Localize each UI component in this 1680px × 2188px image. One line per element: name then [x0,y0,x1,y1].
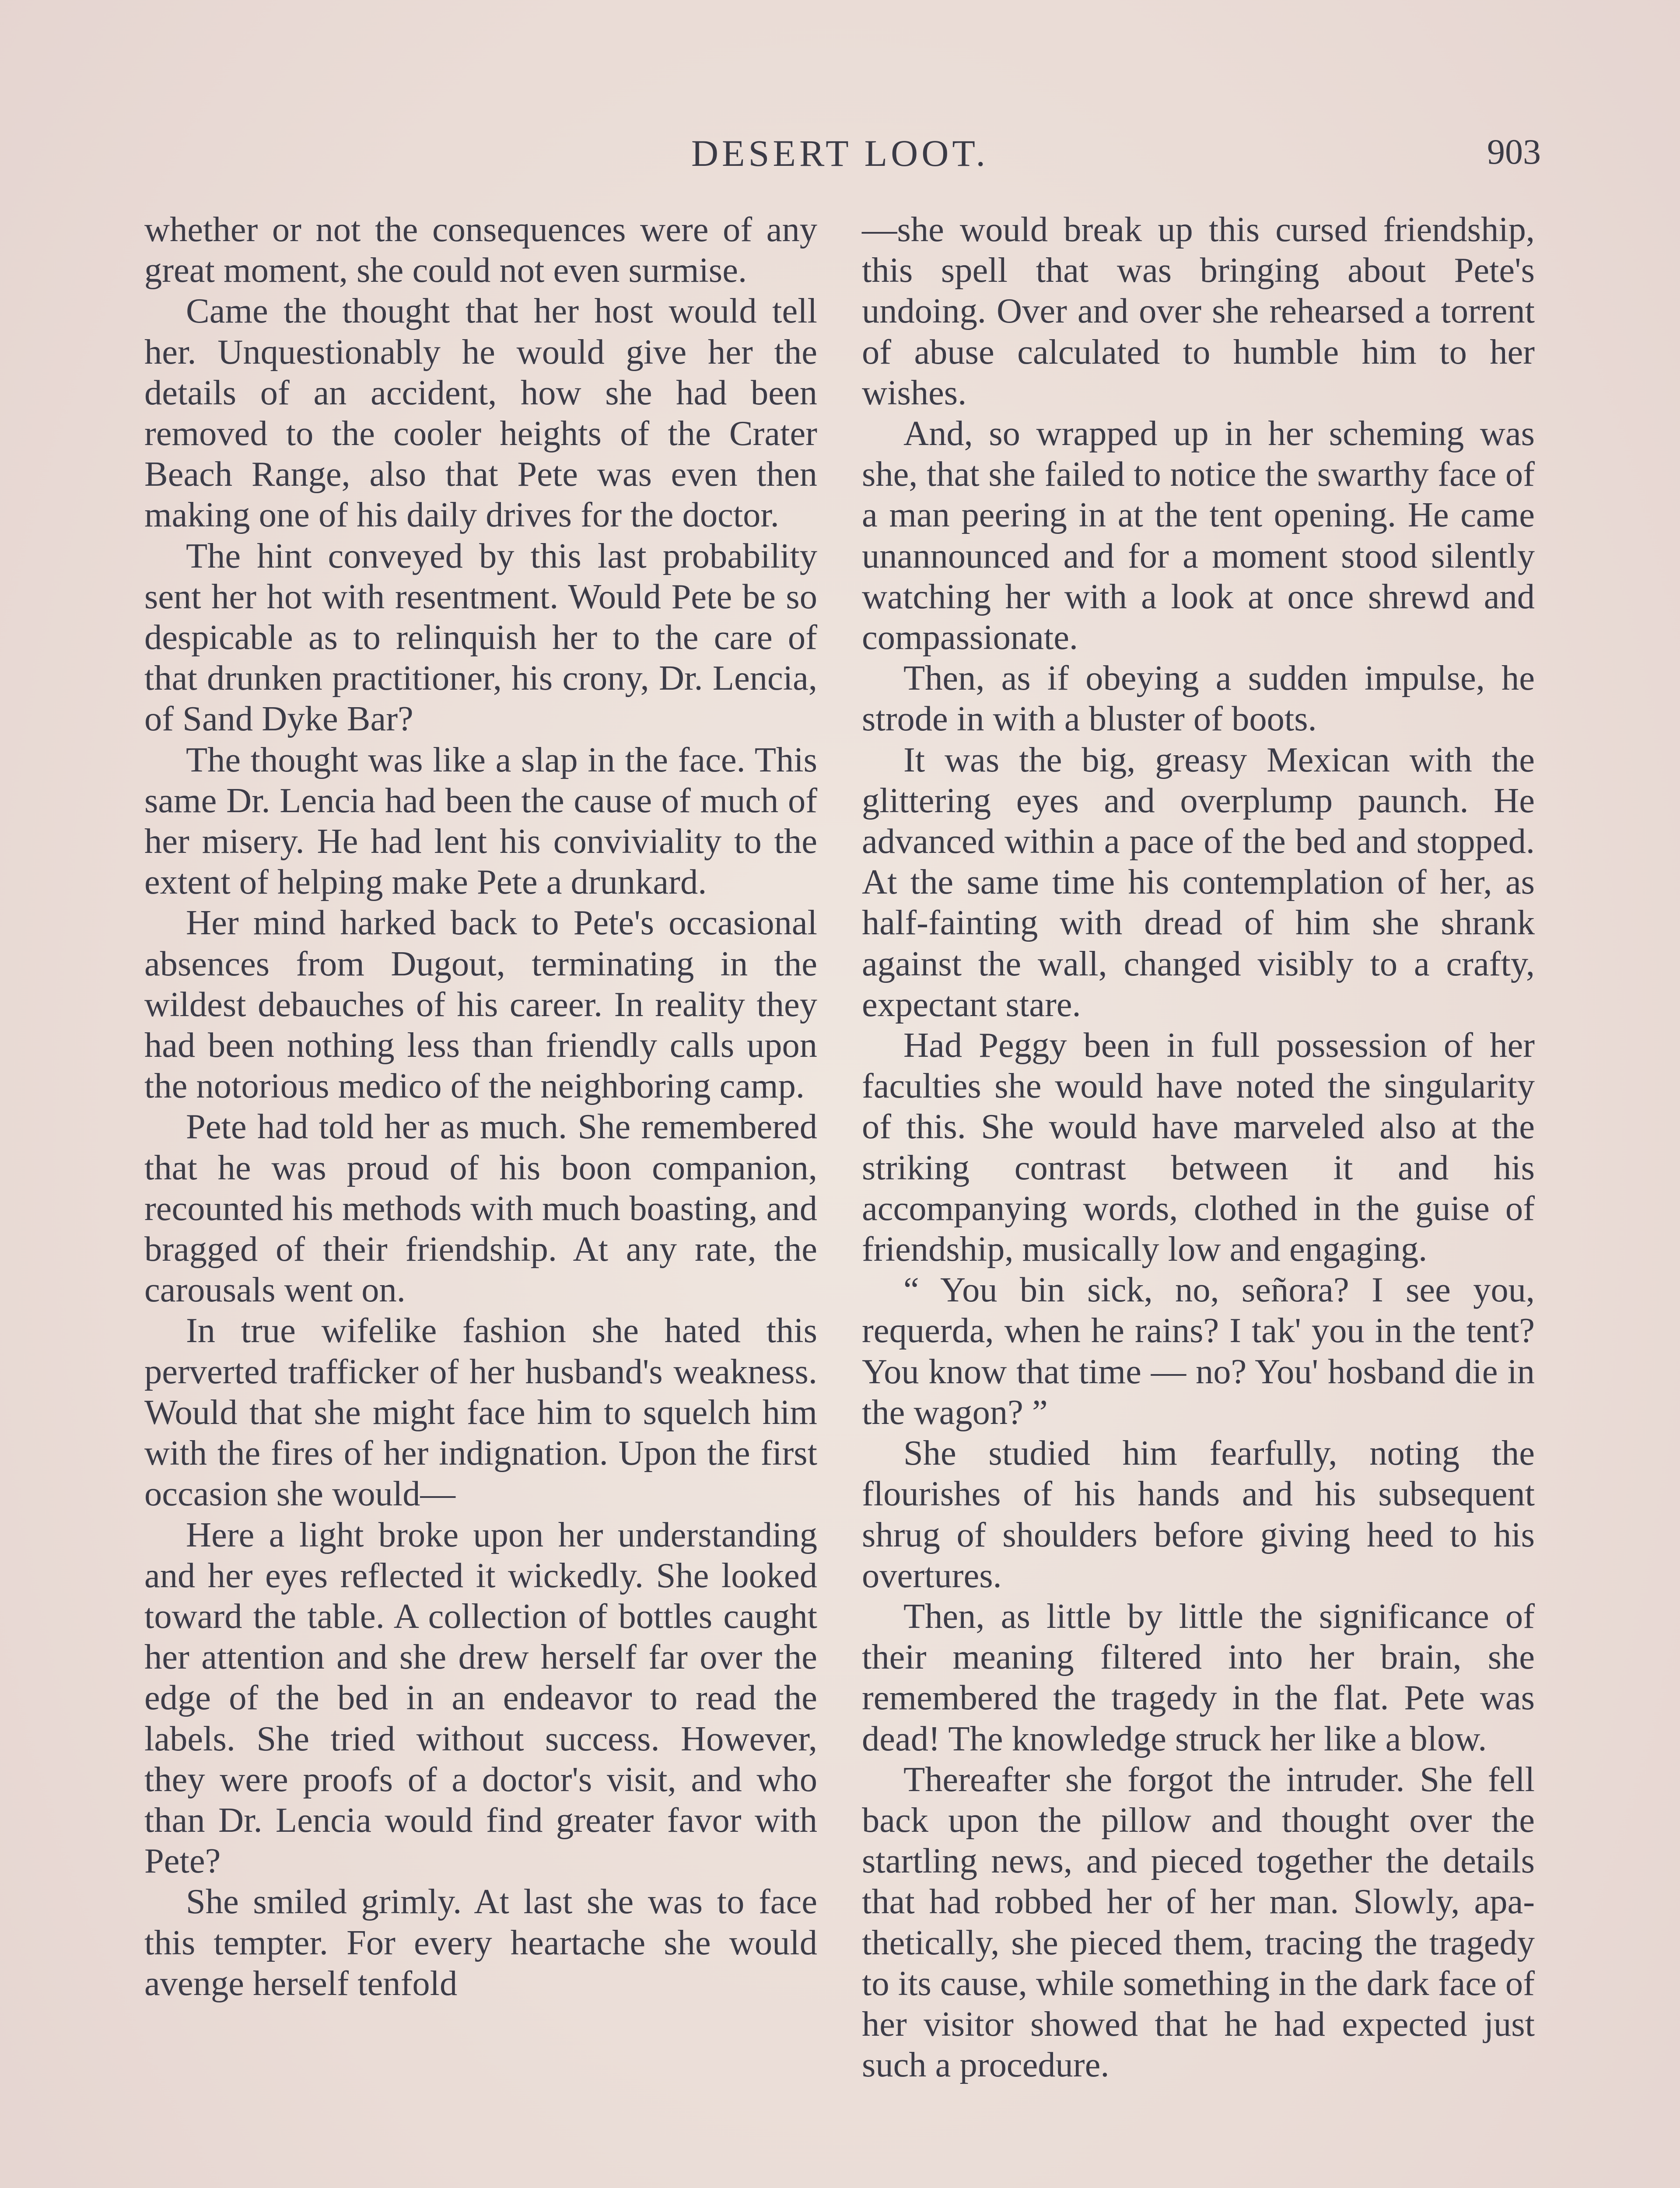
right-column [862,209,1535,2085]
running-head [0,131,1680,184]
paragraph: It was the big, greasy Mexican with the glittering eyes and overplump paunch. He advanced within a pace of the bed and stopped. At the same time his contemplation of her, as half-fainting with dread of him she shrank against the wall, changed visibly to a crafty, expectant stare. [862,740,1535,1024]
paragraph: Came the thought that her host would tell her. Unquestionably he would give her the details of an accident, how she had been removed to the cooler heights of the Crater Beach Range, also that Pete was even then making one of his daily drives for the doctor. [144,291,817,535]
paragraph: Pete had told her as much. She remembered that he was proud of his boon companion, recounted his methods with much boasting, and bragged of their friendship. At any rate, the carousals went on. [144,1107,817,1310]
paragraph: The thought was like a slap in the face. This same Dr. Lencia had been the cause of much of her misery. He had lent his conviviality to the extent of helping make Pete a drunkard. [144,740,817,902]
paragraph: She smiled grimly. At last she was to face this tempter. For every heartache she would avenge herself tenfold [144,1882,817,2003]
paragraph: Then, as little by little the significance of their meaning filtered into her brain, she remembered the tragedy in the flat. Pete was dead! The knowledge struck her like a blow. [862,1596,1535,1758]
paragraph: Had Peggy been in full possession of her faculties she would have noted the singularity of this. She would have marveled also at the striking contrast between it and his accompanying words, clothed in the guise of friendship, musically low and engaging. [862,1026,1535,1269]
page-number: 903 [1487,132,1541,172]
paragraph: whether or not the consequences were of any great moment, she could not even surmise. [144,210,817,290]
paragraph: Her mind harked back to Pete's occasional absences from Dugout, terminating in the wildest debauches of his career. In reality they had been nothing less than friendly calls upon the notorious medico of the neighboring camp. [144,903,817,1106]
paragraph: Here a light broke upon her understanding and her eyes reflected it wickedly. She looked toward the table. A collection of bottles caught her attention and she drew herself far over the edge of the bed in an endeavor to read the labels. She tried without success. However, they were proofs of a doctor's visit, and who than Dr. Lencia would find greater favor with Pete? [144,1515,817,1881]
paragraph: The hint conveyed by this last probability sent her hot with resentment. Would Pete be so despicable as to relinquish her to the care of that drunken practitioner, his crony, Dr. Lencia, of Sand Dyke Bar? [144,536,817,739]
paragraph: “ You bin sick, no, señora? I see you, requerda, when he rains? I tak' you in the tent? You know that time — no? You' hosband die in the wagon? ” [862,1270,1535,1432]
page-title: DESERT LOOT. [691,132,989,174]
paragraph: Thereafter she forgot the intruder. She fell back upon the pillow and thought over the startling news, and pieced together the details that had robbed her of her man. Slowly, apathetically, she pieced them, tracing the tragedy to its cause, while something in the dark face of her visitor showed that he had expected just such a procedure. [862,1760,1535,2085]
paragraph: She studied him fearfully, noting the flourishes of his hands and his subsequent shrug of shoulders before giving heed to his overtures. [862,1434,1535,1595]
paragraph: In true wifelike fashion she hated this perverted trafficker of her husband's weakness. Would that she might face him to squelch him with the fires of her indignation. Upon the first occasion she would— [144,1311,817,1514]
paragraph: And, so wrapped up in her scheming was she, that she failed to notice the swarthy face of a man peering in at the tent opening. He came unannounced and for a moment stood silently watching her with a look at once shrewd and compassionate. [862,414,1535,657]
paragraph: —she would break up this cursed friendship, this spell that was bringing about Pete's undoing. Over and over she rehearsed a torrent of abuse calculated to humble him to her wishes. [862,210,1535,412]
left-column [144,209,817,2004]
paragraph: Then, as if obeying a sudden impulse, he strode in with a bluster of boots. [862,659,1535,739]
